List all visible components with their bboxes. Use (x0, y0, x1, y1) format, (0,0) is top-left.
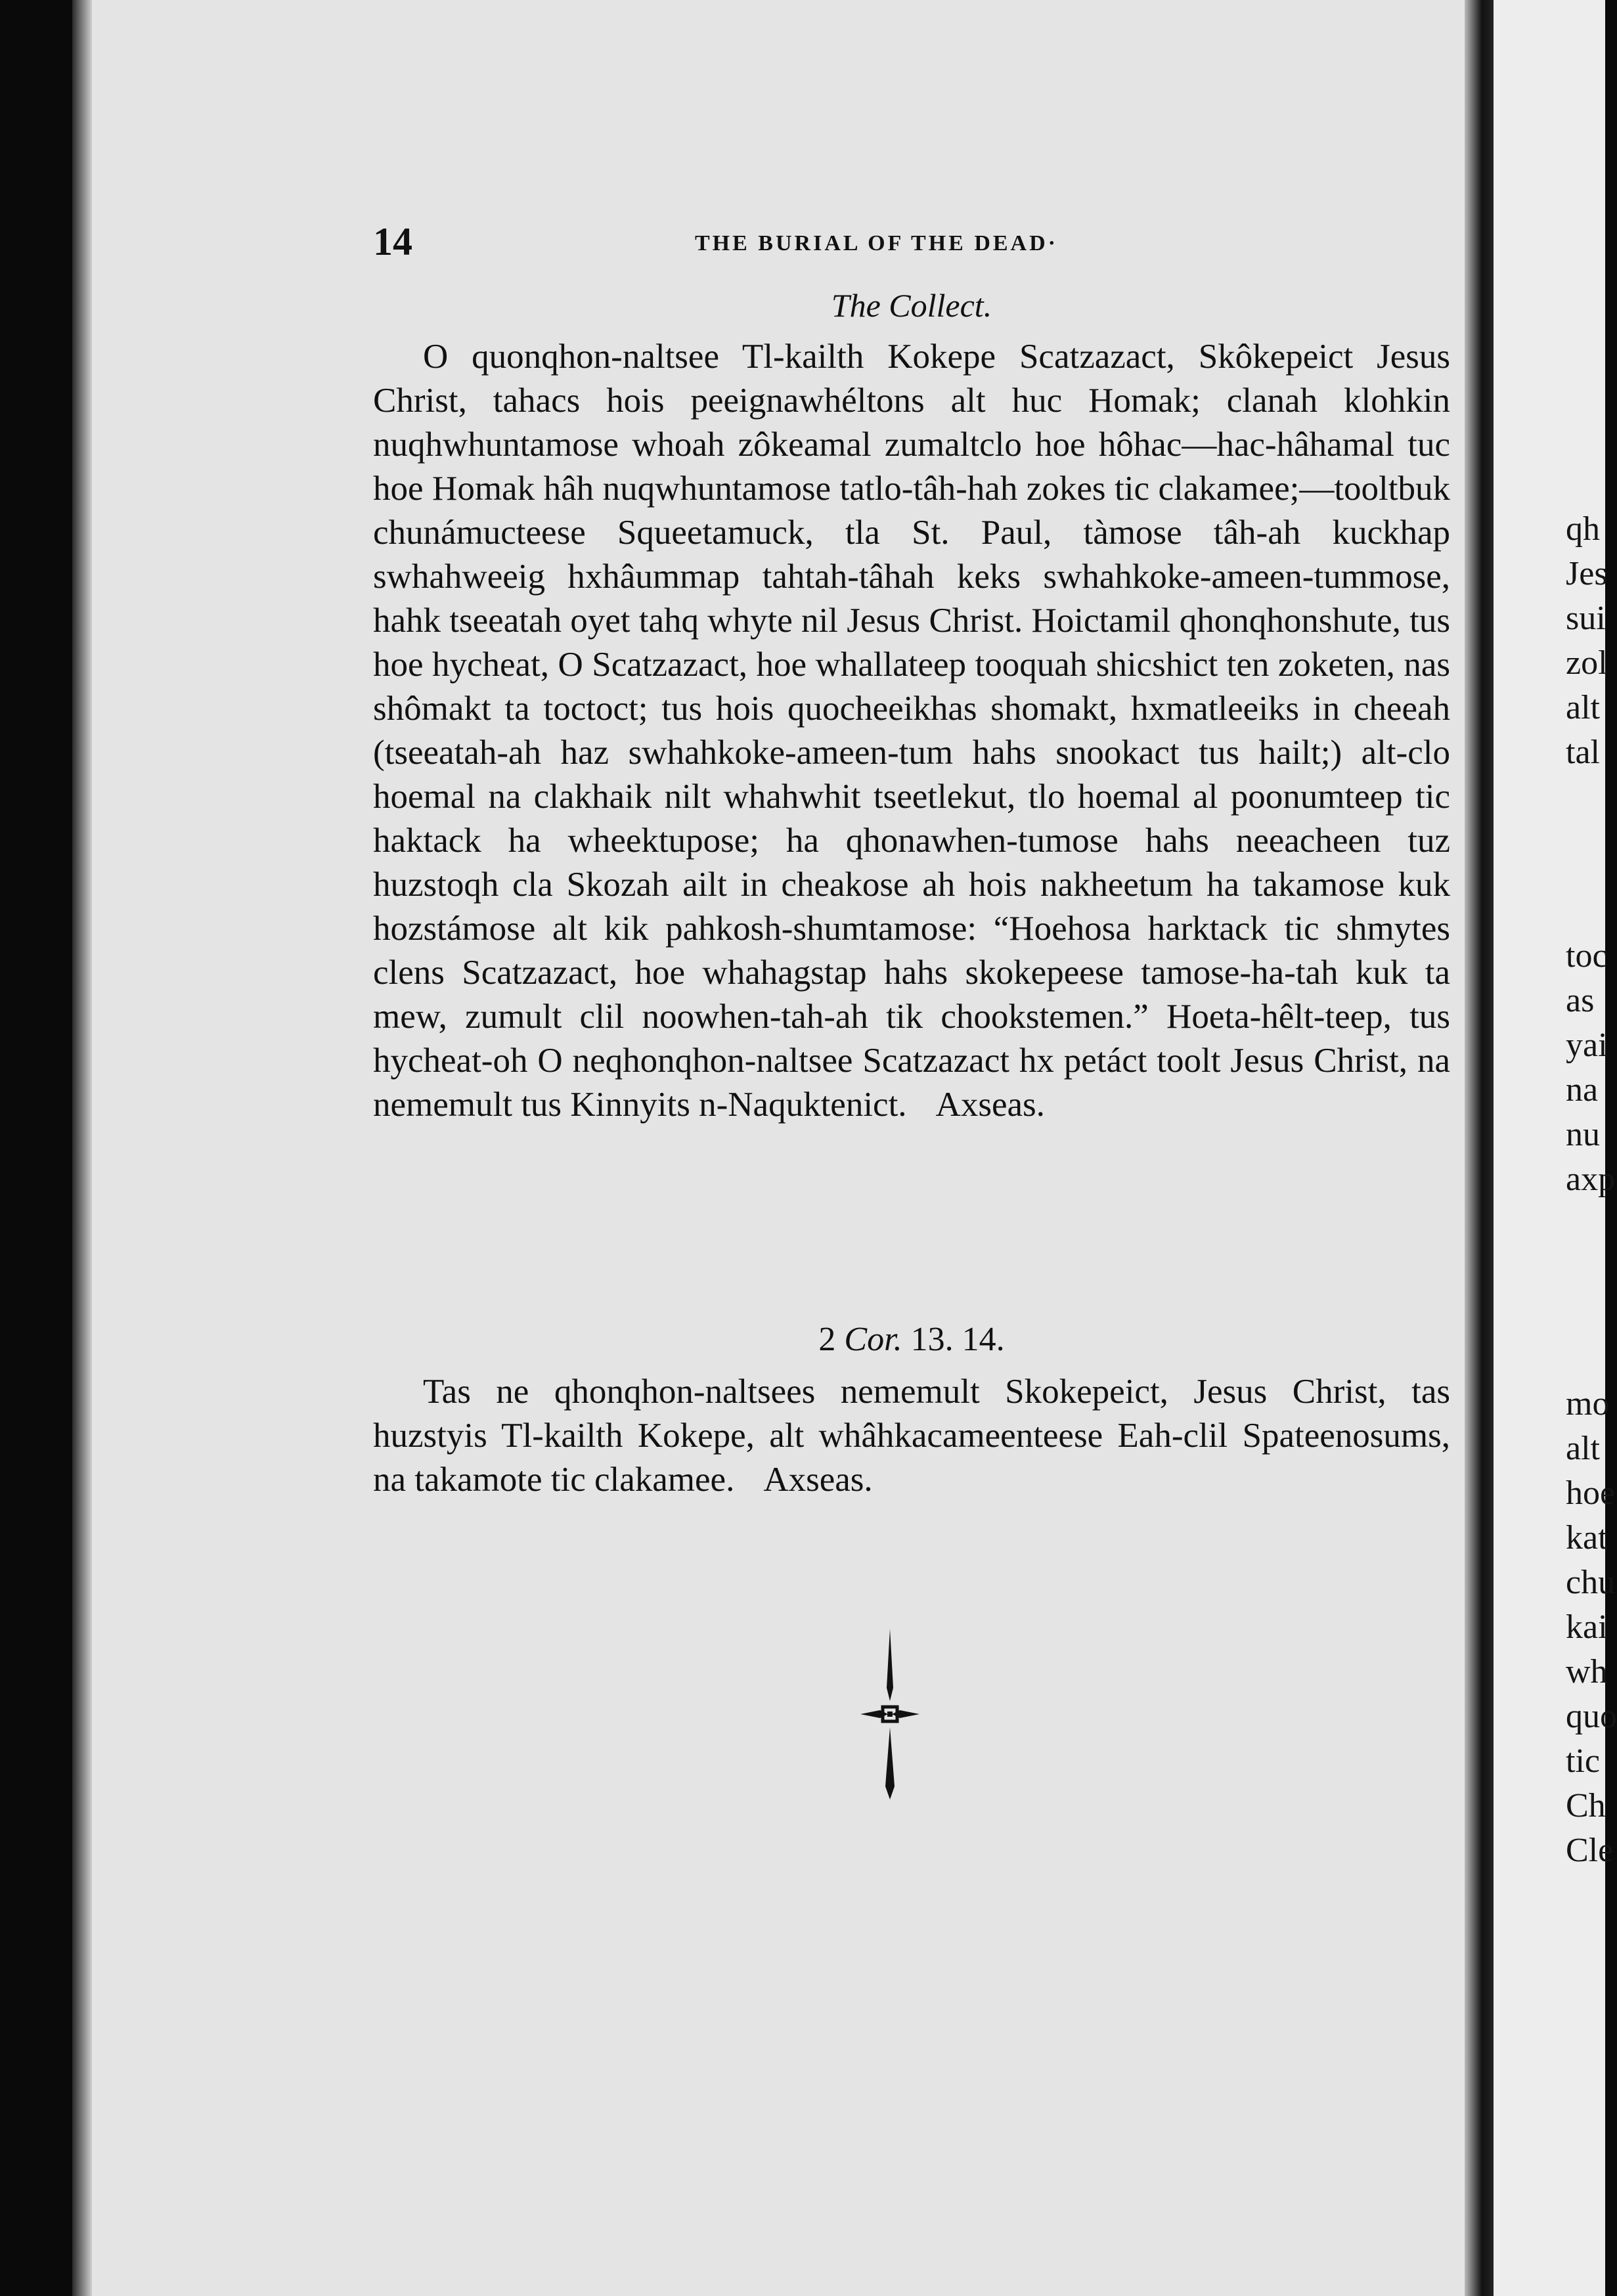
facing-page-line: wh (1566, 1653, 1608, 1690)
facing-page-line: Cle (1566, 1832, 1614, 1869)
page-number: 14 (373, 220, 412, 263)
facing-page-line: chu (1566, 1564, 1616, 1601)
running-head-title: THE BURIAL OF THE DEAD· (695, 231, 1058, 255)
facing-page-line: sui (1566, 600, 1606, 637)
facing-page-line: alt (1566, 689, 1600, 726)
facing-page-line: na (1566, 1071, 1599, 1109)
facing-page-line: qh (1566, 510, 1600, 548)
facing-page-line: as (1566, 982, 1595, 1019)
facing-page-line: kat (1566, 1519, 1608, 1556)
facing-page-line: Ch (1566, 1787, 1606, 1824)
facing-page-fragment (1494, 0, 1617, 2296)
citation-number: 2 (818, 1321, 836, 1358)
page-left-edge-shadow (72, 0, 92, 2296)
facing-page-line: toc (1566, 937, 1608, 975)
grace-body (373, 1370, 1450, 1502)
collect-paragraph (373, 335, 1450, 1127)
scripture-citation (373, 1320, 1450, 1359)
facing-page-line: mo (1566, 1385, 1610, 1423)
grace-amen: Axseas. (763, 1461, 873, 1499)
collect-amen: Axseas. (935, 1086, 1045, 1124)
facing-page-line: Jes (1566, 555, 1608, 592)
binding-gutter (1465, 0, 1494, 2296)
grace-text: Tas ne qhonqhon-naltsees nememult Skokepeict, Jesus Christ, tas huzstyis Tl-kailth Kokepe, alt whâhkacameenteese Eah-clil Spateenosums, na takamote tic clakamee. (373, 1373, 1450, 1499)
collect-text: O quonqhon-naltsee Tl-kailth Kokepe Scatzazact, Skôkepeict Jesus Christ, tahacs hois peeignawhéltons alt huc Homak; clanah klohkin nuqhwhuntamose whoah zôkeamal zumaltclo hoe hôhac—hac-hâhamal tuc hoe Homak hâh nuqwhuntamose tatlo-tâh-hah zokes tic clakamee;—tooltbuk chunámucteese Squeetamuck, tla St. Paul, tàmose tâh-ah kuckhap swhahweeig hxhâummap tahtah-tâhah keks swhahkoke-ameen-tummose, hahk tseeatah oyet tahq whyte nil Jesus Christ. Hoictamil qhonqhonshute, tus hoe hycheat, O Scatzazact, hoe whallateep tooquah shicshict ten zoketen, nas shômakt ta toctoct; tus hois quocheeikhas shomakt, hxmatleeiks in cheeah (tseeatah-ah haz swhahkoke-ameen-tum hahs snookact tus hailt;) alt-clo hoemal na clakhaik nilt whahwhit tseetlekut, tlo hoemal al poonumteep tic haktack ha wheektupose; ha qhonawhen-tumose hahs neeacheen tuz huzstoqh cla Skozah ailt in cheakose ah hois nakheetum ha takamose kuk hozstámose alt kik pahkosh-shumtamose: “Hoehosa harktack tic shmytes clens Scatzazact, hoe whahagstap hahs skokepeese tamose-ha-tah kuk ta mew, zumult clil noowhen-tah-ah tik chookstemen.” Hoeta-hêlt-teep, tus hycheat-oh O neqhonqhon-naltsee Scatzazact hx petáct toolt Jesus Christ, na nememult tus Kinnyits n-Naquktenict. (373, 338, 1450, 1124)
citation-ref: 13. 14. (910, 1321, 1005, 1358)
facing-page-line: hoe (1566, 1474, 1616, 1512)
facing-page-line: axp (1566, 1160, 1616, 1198)
collect-body (373, 335, 1450, 1127)
facing-page-line: yai (1566, 1027, 1608, 1064)
grace-paragraph (373, 1370, 1450, 1502)
facing-page-line: tic (1566, 1742, 1600, 1780)
cross-ornament-icon (860, 1629, 919, 1803)
citation-book: Cor. (844, 1321, 902, 1358)
facing-page-line: zol (1566, 644, 1608, 682)
facing-page-line: alt (1566, 1430, 1600, 1467)
facing-page-line: kai (1566, 1608, 1608, 1646)
facing-page-line: tal (1566, 734, 1600, 771)
collect-heading: The Collect. (831, 287, 992, 324)
facing-page-line: quo (1566, 1698, 1617, 1735)
running-head (373, 219, 1450, 263)
facing-page-line: nu (1566, 1116, 1600, 1153)
